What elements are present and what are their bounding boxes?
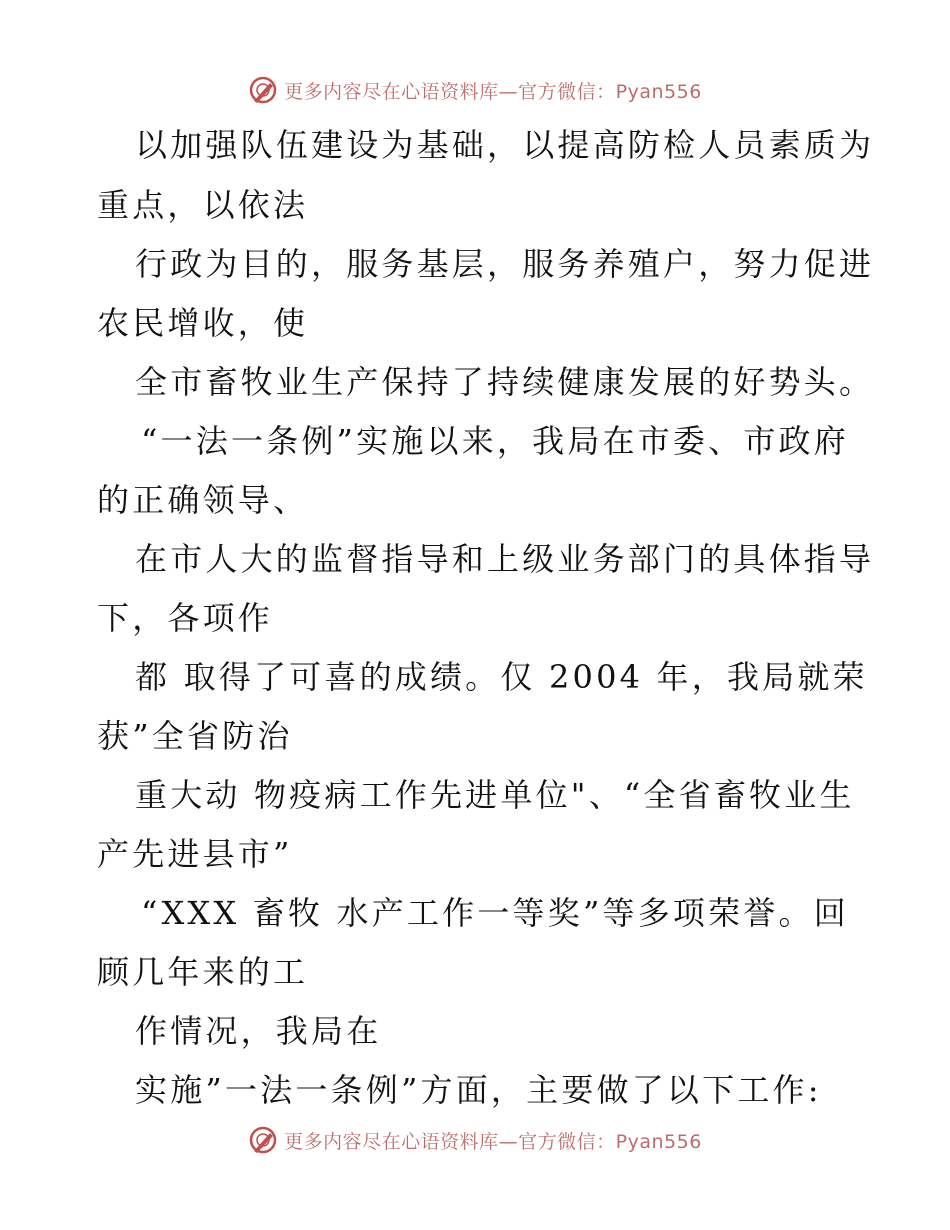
- text-line: 行政为目的，服务基层，服务养殖户，努力促进: [135, 245, 875, 283]
- text-line: 全市畜牧业生产保持了持续健康发展的好势头。: [135, 363, 875, 401]
- text-line: 作情况，我局在: [135, 1012, 382, 1050]
- text-line: 下，各项作: [97, 599, 274, 637]
- text-line: “一法一条例”实施以来，我局在市委、市政府: [141, 422, 849, 460]
- text-line: 都 取得了可喜的成绩。仅 2004 年，我局就荣: [135, 658, 868, 696]
- text-line: 重点，以依法: [97, 186, 309, 224]
- pen-logo-icon: [248, 75, 278, 105]
- watermark-text: 更多内容尽在心语资料库—官方微信：Pyan556: [284, 1130, 702, 1153]
- text-line: 重大动 物疫病工作先进单位"、“全省畜牧业生: [135, 776, 855, 814]
- text-line: 在市人大的监督指导和上级业务部门的具体指导: [135, 540, 875, 578]
- text-line: “XXX 畜牧 水产工作一等奖”等多项荣誉。回: [141, 894, 849, 932]
- pen-logo-icon: [248, 1125, 278, 1155]
- text-line: 获”全省防治: [97, 717, 293, 755]
- text-line: 以加强队伍建设为基础，以提高防检人员素质为: [135, 126, 875, 164]
- text-line: 实施”一法一条例”方面，主要做了以下工作:: [135, 1071, 822, 1109]
- watermark-text: 更多内容尽在心语资料库—官方微信：Pyan556: [284, 80, 702, 103]
- watermark-footer: [0, 1120, 950, 1160]
- text-line: 顾几年来的工: [97, 953, 309, 991]
- text-line: 的正确领导、: [97, 481, 309, 519]
- text-line: 产先进县市”: [97, 835, 293, 873]
- text-line: 农民增收，使: [97, 304, 309, 342]
- watermark-header: [0, 70, 950, 110]
